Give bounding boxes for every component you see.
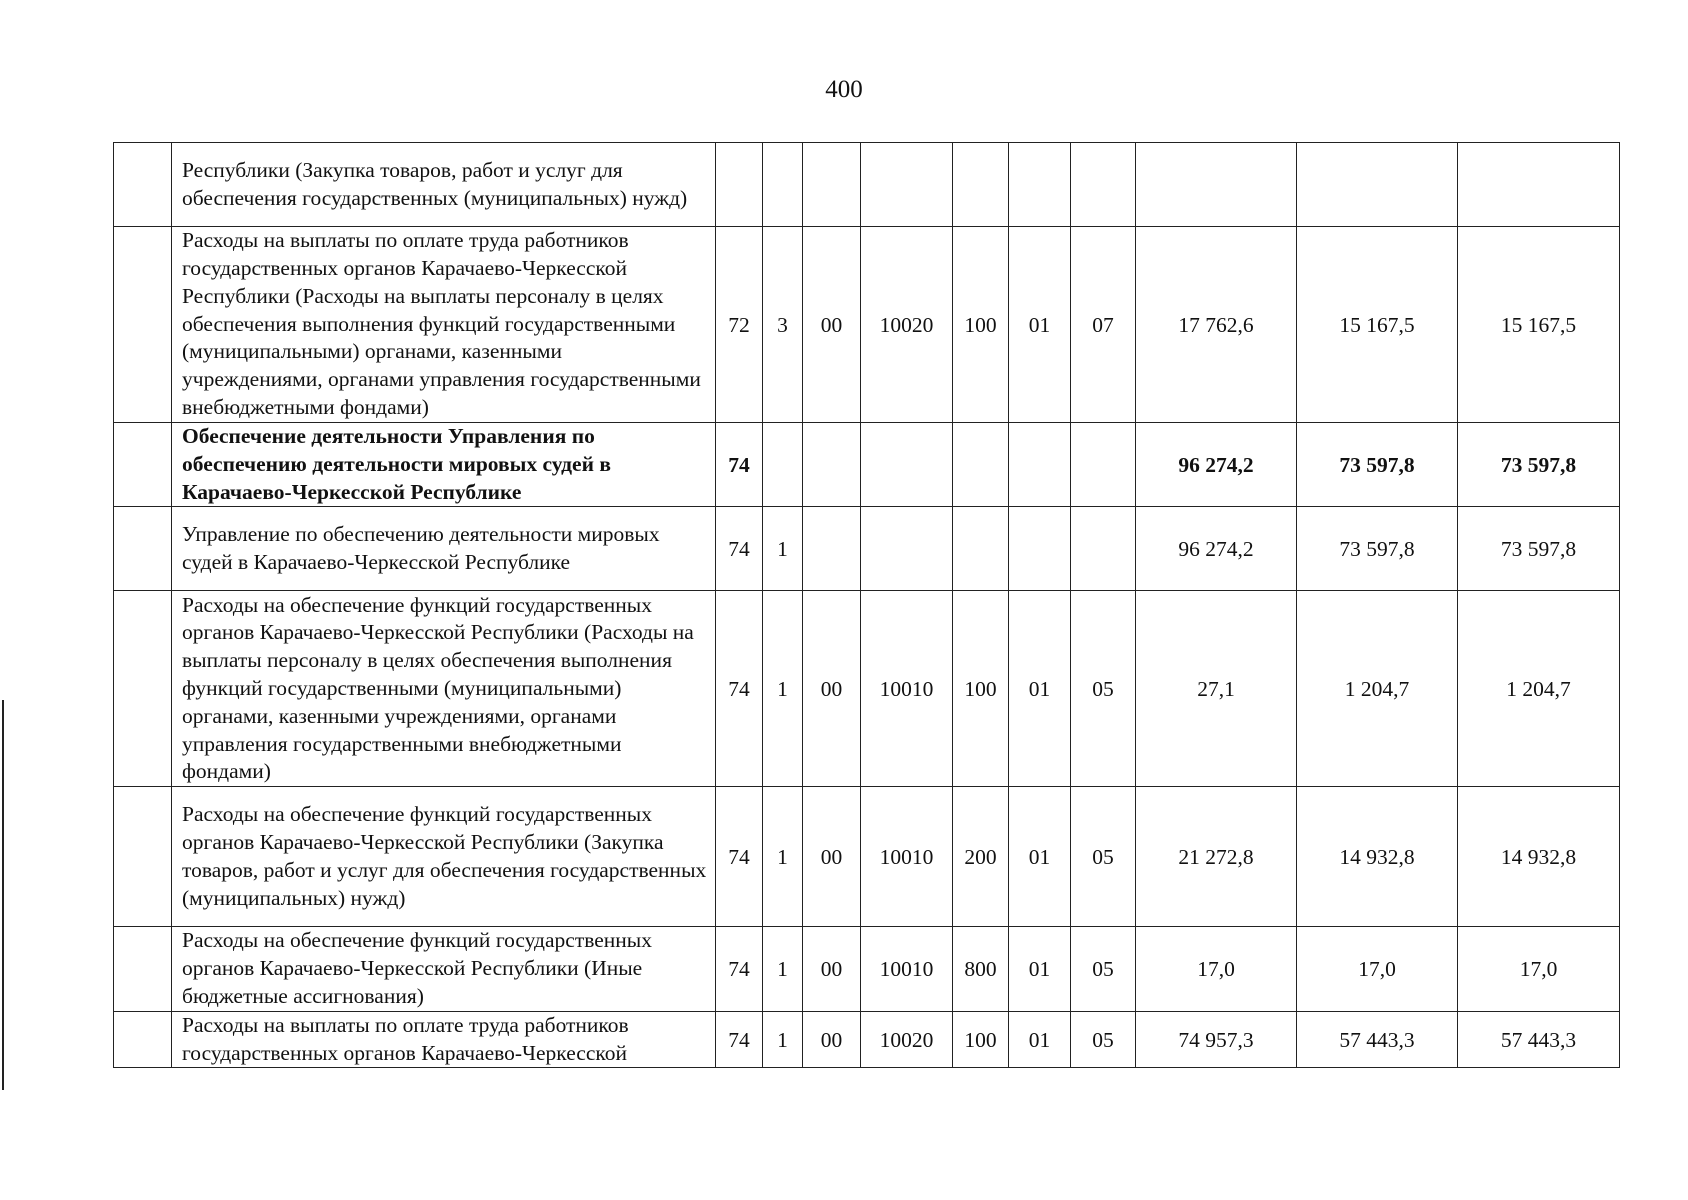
amount-year-2-cell: 73 597,8	[1297, 507, 1458, 591]
subprogram-code-cell: 1	[763, 787, 803, 927]
table-row	[114, 423, 1620, 507]
row-description: Обеспечение деятельности Управления по обеспечению деятельности мировых судей в Карачаево-Черкесской Республике	[172, 423, 716, 507]
table-row	[114, 227, 1620, 423]
expense-type-code-cell: 800	[953, 927, 1009, 1011]
row-number-cell	[114, 591, 172, 787]
row-description: Расходы на обеспечение функций государственных органов Карачаево-Черкесской Республики (Иные бюджетные ассигнования)	[172, 927, 716, 1011]
section-code-cell	[1009, 423, 1071, 507]
section-code-cell: 01	[1009, 1011, 1071, 1068]
amount-year-2-cell: 15 167,5	[1297, 227, 1458, 423]
table-row	[114, 591, 1620, 787]
amount-year-1-cell: 17,0	[1136, 927, 1297, 1011]
row-number-cell	[114, 787, 172, 927]
direction-code-cell	[861, 423, 953, 507]
subprogram-code-cell: 1	[763, 927, 803, 1011]
row-description: Расходы на обеспечение функций государственных органов Карачаево-Черкесской Республики (Закупка товаров, работ и услуг для обеспечения государственных (муниципальных) нужд)	[172, 787, 716, 927]
section-code-cell: 01	[1009, 227, 1071, 423]
subprogram-code-cell: 1	[763, 591, 803, 787]
program-direction-code-cell: 00	[803, 787, 861, 927]
gp-code-cell	[716, 143, 763, 227]
expense-type-code-cell: 200	[953, 787, 1009, 927]
table-row	[114, 507, 1620, 591]
subsection-code-cell	[1071, 423, 1136, 507]
amount-year-2-cell: 57 443,3	[1297, 1011, 1458, 1068]
amount-year-2-cell: 1 204,7	[1297, 591, 1458, 787]
row-number-cell	[114, 143, 172, 227]
row-number-cell	[114, 1011, 172, 1068]
amount-year-3-cell: 57 443,3	[1458, 1011, 1620, 1068]
subsection-code-cell: 05	[1071, 787, 1136, 927]
expense-type-code-cell: 100	[953, 1011, 1009, 1068]
gp-code-cell: 74	[716, 1011, 763, 1068]
subprogram-code-cell: 3	[763, 227, 803, 423]
subsection-code-cell: 05	[1071, 927, 1136, 1011]
amount-year-1-cell: 74 957,3	[1136, 1011, 1297, 1068]
table-row	[114, 787, 1620, 927]
direction-code-cell: 10010	[861, 927, 953, 1011]
amount-year-1-cell: 96 274,2	[1136, 507, 1297, 591]
gp-code-cell: 72	[716, 227, 763, 423]
section-code-cell: 01	[1009, 787, 1071, 927]
amount-year-2-cell: 14 932,8	[1297, 787, 1458, 927]
direction-code-cell: 10010	[861, 787, 953, 927]
row-number-cell	[114, 507, 172, 591]
subprogram-code-cell	[763, 423, 803, 507]
gp-code-cell: 74	[716, 591, 763, 787]
amount-year-3-cell: 17,0	[1458, 927, 1620, 1011]
expense-type-code-cell	[953, 143, 1009, 227]
subsection-code-cell	[1071, 507, 1136, 591]
expense-type-code-cell: 100	[953, 227, 1009, 423]
row-number-cell	[114, 227, 172, 423]
row-number-cell	[114, 927, 172, 1011]
amount-year-1-cell: 27,1	[1136, 591, 1297, 787]
expense-type-code-cell	[953, 423, 1009, 507]
amount-year-2-cell: 73 597,8	[1297, 423, 1458, 507]
row-description: Республики (Закупка товаров, работ и услуг для обеспечения государственных (муниципальных) нужд)	[172, 143, 716, 227]
program-direction-code-cell	[803, 507, 861, 591]
subsection-code-cell: 05	[1071, 591, 1136, 787]
amount-year-2-cell	[1297, 143, 1458, 227]
section-code-cell: 01	[1009, 591, 1071, 787]
subsection-code-cell: 07	[1071, 227, 1136, 423]
scan-edge-line	[2, 700, 4, 1090]
gp-code-cell: 74	[716, 423, 763, 507]
section-code-cell	[1009, 143, 1071, 227]
amount-year-3-cell: 15 167,5	[1458, 227, 1620, 423]
row-description: Расходы на выплаты по оплате труда работников государственных органов Карачаево-Черкесской	[172, 1011, 716, 1068]
subprogram-code-cell: 1	[763, 507, 803, 591]
direction-code-cell: 10010	[861, 591, 953, 787]
amount-year-1-cell: 21 272,8	[1136, 787, 1297, 927]
direction-code-cell: 10020	[861, 227, 953, 423]
expense-type-code-cell: 100	[953, 591, 1009, 787]
page-number: 400	[825, 76, 863, 103]
table-row	[114, 927, 1620, 1011]
amount-year-1-cell: 17 762,6	[1136, 227, 1297, 423]
direction-code-cell	[861, 507, 953, 591]
amount-year-3-cell: 73 597,8	[1458, 507, 1620, 591]
program-direction-code-cell	[803, 143, 861, 227]
row-number-cell	[114, 423, 172, 507]
program-direction-code-cell: 00	[803, 227, 861, 423]
table-row	[114, 1011, 1620, 1068]
amount-year-2-cell: 17,0	[1297, 927, 1458, 1011]
table-row	[114, 143, 1620, 227]
amount-year-1-cell	[1136, 143, 1297, 227]
gp-code-cell: 74	[716, 927, 763, 1011]
amount-year-3-cell: 73 597,8	[1458, 423, 1620, 507]
row-description: Управление по обеспечению деятельности мировых судей в Карачаево-Черкесской Республике	[172, 507, 716, 591]
gp-code-cell: 74	[716, 507, 763, 591]
subsection-code-cell: 05	[1071, 1011, 1136, 1068]
budget-table	[113, 142, 1620, 1068]
program-direction-code-cell: 00	[803, 927, 861, 1011]
section-code-cell	[1009, 507, 1071, 591]
amount-year-1-cell: 96 274,2	[1136, 423, 1297, 507]
row-description: Расходы на выплаты по оплате труда работников государственных органов Карачаево-Черкесской Республики (Расходы на выплаты персоналу в целях обеспечения выполнения функций государственными (муниципальными) органами, казенными учреждениями, органами управления государственными внебюджетными фондами)	[172, 227, 716, 423]
program-direction-code-cell: 00	[803, 1011, 861, 1068]
section-code-cell: 01	[1009, 927, 1071, 1011]
amount-year-3-cell: 1 204,7	[1458, 591, 1620, 787]
program-direction-code-cell	[803, 423, 861, 507]
program-direction-code-cell: 00	[803, 591, 861, 787]
expense-type-code-cell	[953, 507, 1009, 591]
subsection-code-cell	[1071, 143, 1136, 227]
row-description: Расходы на обеспечение функций государственных органов Карачаево-Черкесской Республики (Расходы на выплаты персоналу в целях обеспечения выполнения функций государственными (муниципальными) органами, казенными учреждениями, органами управления государственными внебюджетными фондами)	[172, 591, 716, 787]
subprogram-code-cell	[763, 143, 803, 227]
amount-year-3-cell: 14 932,8	[1458, 787, 1620, 927]
subprogram-code-cell: 1	[763, 1011, 803, 1068]
gp-code-cell: 74	[716, 787, 763, 927]
direction-code-cell	[861, 143, 953, 227]
amount-year-3-cell	[1458, 143, 1620, 227]
direction-code-cell: 10020	[861, 1011, 953, 1068]
